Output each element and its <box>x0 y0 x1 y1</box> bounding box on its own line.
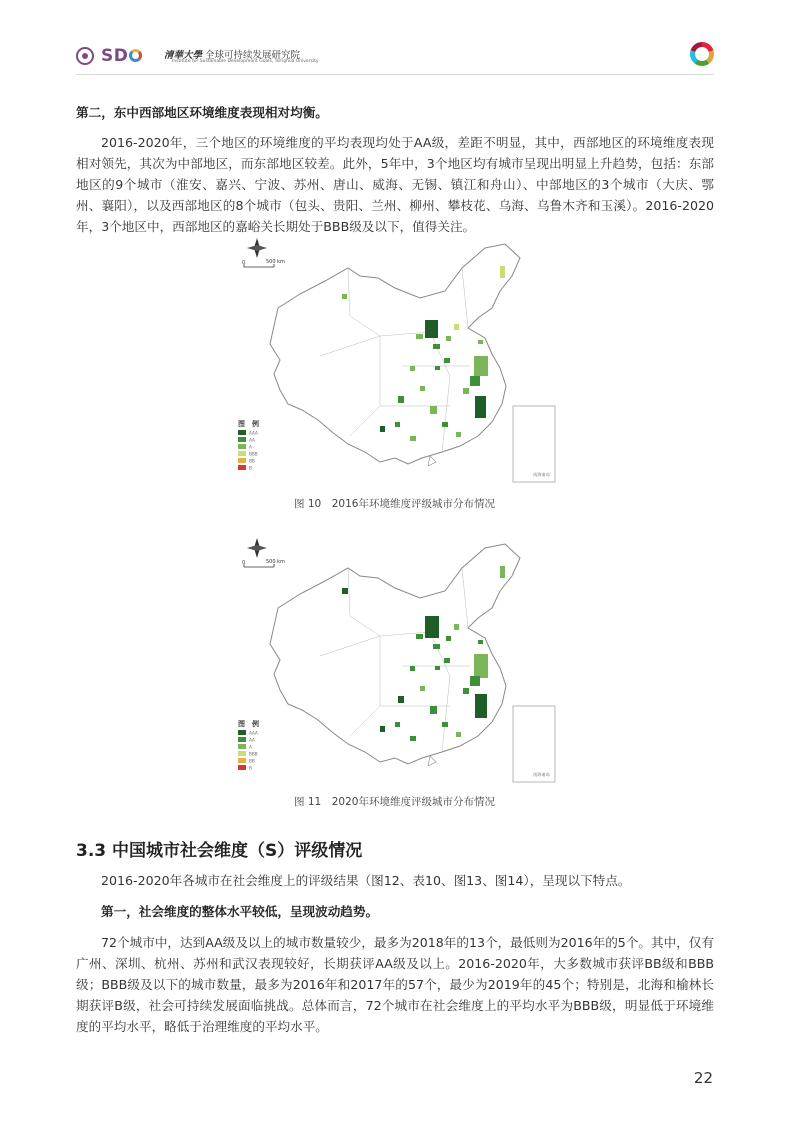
legend-swatch <box>238 444 246 449</box>
svg-text:图 例: 图 例 <box>238 720 259 728</box>
tsinghua-seal-icon <box>76 47 94 65</box>
org-name-en: Institute for Sustainable Development Goals, Tsinghua University <box>172 59 319 64</box>
legend-label: B <box>249 465 252 471</box>
china-map-2020 <box>230 536 560 796</box>
legend-swatch <box>238 458 246 463</box>
svg-text:0: 0 <box>242 260 246 266</box>
svg-text:南海诸岛: 南海诸岛 <box>533 472 550 477</box>
sdg-ring-icon <box>129 49 142 62</box>
legend-label: BBB <box>249 751 258 757</box>
page-header <box>76 44 714 75</box>
map-legend <box>238 719 259 771</box>
paragraph-heading-2: 第一，社会维度的整体水平较低，呈现波动趋势。 <box>101 904 379 919</box>
north-arrow-icon <box>247 238 267 258</box>
sdg-logo: SD <box>101 46 142 66</box>
svg-text:500 km: 500 km <box>266 259 285 265</box>
figure-10-map <box>230 236 560 496</box>
figure-11-map <box>230 536 560 796</box>
legend-label: BB <box>249 458 255 464</box>
scale-bar <box>242 559 285 567</box>
legend-swatch <box>238 437 246 442</box>
svg-text:南海诸岛: 南海诸岛 <box>533 772 550 777</box>
svg-text:图 例: 图 例 <box>238 420 259 428</box>
legend-label: AA <box>249 437 255 443</box>
paragraph-2: 2016-2020年各城市在社会维度上的评级结果（图12、表10、图13、图14），呈现以下特点。 <box>101 873 631 888</box>
north-arrow-icon <box>247 538 267 558</box>
legend-swatch <box>238 765 246 770</box>
figure-11-caption: 图 11 2020年环境维度评级城市分布情况 <box>294 796 495 808</box>
scale-bar <box>242 259 285 267</box>
paragraph-3: 72个城市中，达到AA级及以上的城市数量较少，最多为2018年的13个，最低则为2016年的5个。其中，仅有广州、深圳、杭州、苏州和武汉表现较好，长期获评AA级及以上。2016-2020年，大多数城市获评BB级和BBB级；BBB级及以下的城市数量，最多为2016年和2017年的57个，最少为2019年的45个；特别是，北海和榆林长期获评B级，社会可持续发展面临挑战。总体而言，72个城市在社会维度上的平均水平为BBB级，明显低于环境维度的平均水平，略低于治理维度的平均水平。 <box>76 935 714 1034</box>
legend-swatch <box>238 465 246 470</box>
legend-swatch <box>238 751 246 756</box>
legend-label: A <box>249 444 252 450</box>
legend-label: AAA <box>249 430 258 436</box>
legend-swatch <box>238 451 246 456</box>
legend-label: B <box>249 765 252 771</box>
china-map-2016 <box>230 236 560 496</box>
paragraph-1: 2016-2020年，三个地区的环境维度的平均表现均处于AA级，差距不明显，其中，西部地区的环境维度表现相对领先，其次为中部地区，而东部地区较差。此外，5年中，3个地区均有城市呈现出明显上升趋势，包括：东部地区的9个城市（淮安、嘉兴、宁波、苏州、唐山、威海、无锡、镇江和舟山）、中部地区的3个城市（大庆、鄂州、襄阳），以及西部地区的8个城市（包头、贵阳、兰州、柳州、攀枝花、乌海、乌鲁木齐和玉溪）。2016-2020年，3个地区中，西部地区的嘉峪关长期处于BBB级及以下，值得关注。 <box>76 135 714 234</box>
legend-label: BBB <box>249 451 258 457</box>
legend-swatch <box>238 744 246 749</box>
org-name-cn: 清華大學 全球可持续发展研究院 <box>164 50 301 61</box>
sdg-wheel-icon <box>690 42 714 66</box>
paragraph-heading-1: 第二，东中西部地区环境维度表现相对均衡。 <box>76 105 328 120</box>
legend-swatch <box>238 758 246 763</box>
figure-10-caption: 图 10 2016年环境维度评级城市分布情况 <box>294 498 495 510</box>
map-legend <box>238 419 259 471</box>
legend-label: A <box>249 744 252 750</box>
legend-swatch <box>238 730 246 735</box>
svg-text:0: 0 <box>242 560 246 566</box>
south-sea-inset <box>513 706 555 782</box>
page-number: 22 <box>693 1069 713 1087</box>
svg-text:500 km: 500 km <box>266 559 285 565</box>
legend-label: BB <box>249 758 255 764</box>
south-sea-inset <box>513 406 555 482</box>
legend-label: AAA <box>249 730 258 736</box>
legend-swatch <box>238 430 246 435</box>
china-outline <box>270 244 520 464</box>
legend-swatch <box>238 737 246 742</box>
legend-label: AA <box>249 737 255 743</box>
section-title: 3.3 中国城市社会维度（S）评级情况 <box>76 841 363 861</box>
